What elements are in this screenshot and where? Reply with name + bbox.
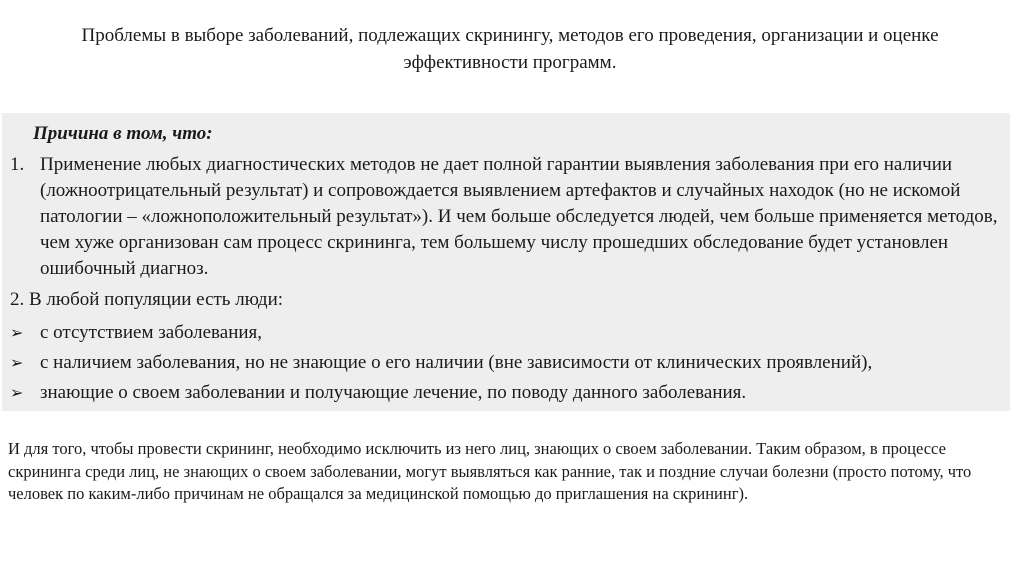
bullet-text: с наличием заболевания, но не знающие о его наличии (вне зависимости от клинических проявлений),: [40, 352, 873, 373]
list-item: [10, 378, 1010, 408]
point-1: [10, 152, 1000, 282]
point-1-number: 1.: [10, 154, 25, 175]
point-2: 2. В любой популяции есть люди:: [10, 289, 284, 310]
bullet-list: [10, 318, 1010, 408]
bullet-text: с отсутствием заболевания,: [40, 322, 263, 343]
reason-heading: Причина в том, что:: [33, 123, 213, 144]
list-item: [10, 348, 1010, 378]
list-item: [10, 318, 1010, 348]
bullet-text: знающие о своем заболевании и получающие лечение, по поводу данного заболевания.: [40, 382, 747, 403]
slide-title: Проблемы в выборе заболеваний, подлежащих скринингу, методов его проведения, организации и оценке эффективности программ.: [81, 25, 939, 73]
arrow-bullet-icon: ➢: [10, 353, 24, 372]
footer-paragraph: И для того, чтобы провести скрининг, необходимо исключить из него лиц, знающих о своем заболевании. Таким образом, в процессе скрининга среди лиц, не знающих о своем заболевании, могут выявляться как ранние, так и поздние случаи болезни (просто потому, что человек по каким-либо причинам не обращался за медицинской помощью до приглашения на скрининг).: [8, 439, 972, 503]
arrow-bullet-icon: ➢: [10, 323, 24, 342]
point-1-text: Применение любых диагностических методов не дает полной гарантии выявления заболевания при его наличии (ложноотрицательный результат) и сопровождается выявлением артефактов и случайных находок (но не искомой патологии – «ложноположительный результат»). И чем больше обследуется людей, чем больше применяется методов, чем хуже организован сам процесс скрининга, тем большему числу прошедших обследование будет установлен ошибочный диагноз.: [40, 154, 998, 279]
arrow-bullet-icon: ➢: [10, 383, 24, 402]
